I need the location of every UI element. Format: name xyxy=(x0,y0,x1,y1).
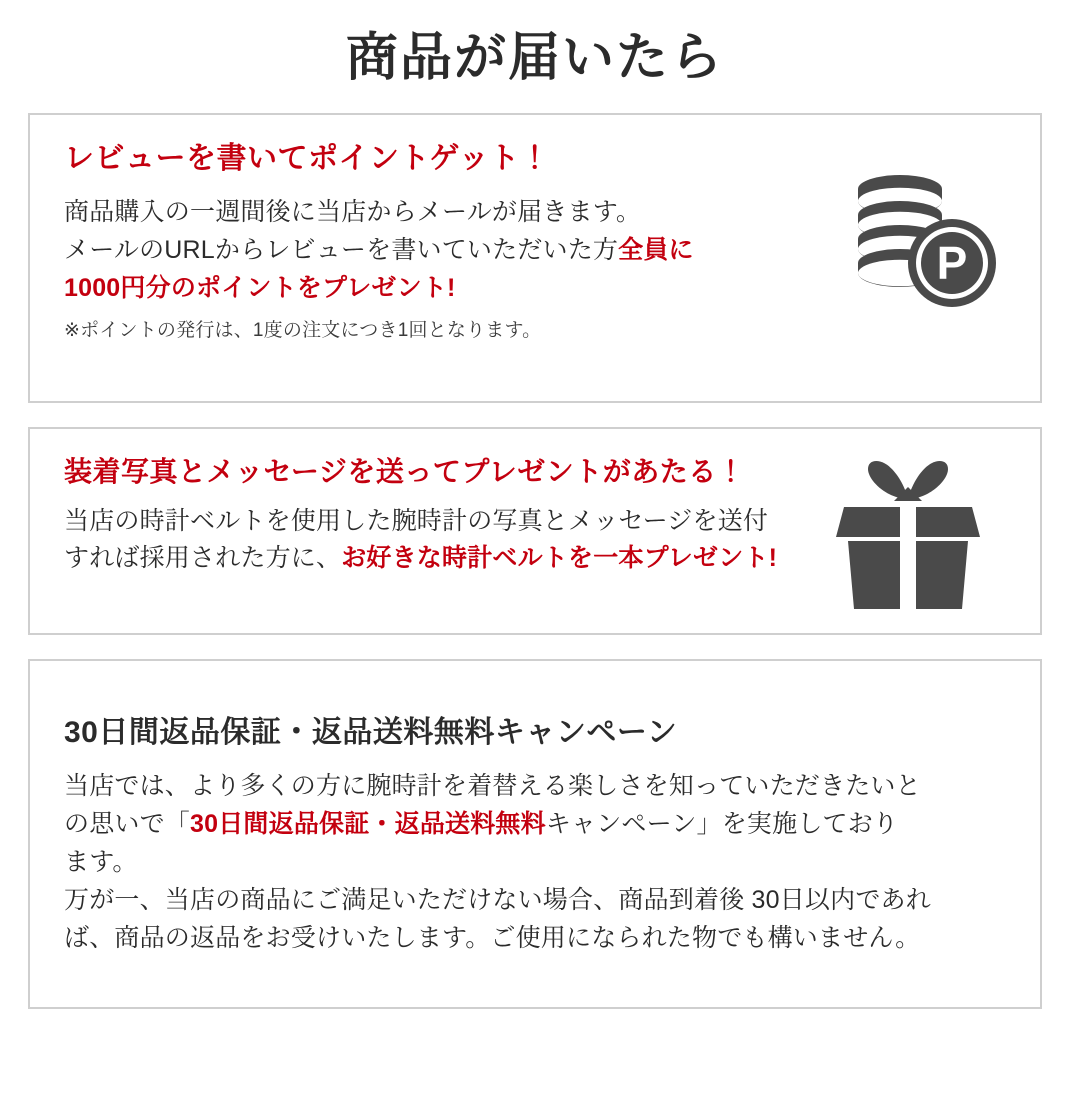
card-photo-message-line2 xyxy=(64,540,824,577)
card-review-points-heading: レビューを書いてポイントゲット！ xyxy=(64,142,551,176)
card-return-guarantee-line1: 当店では、より多くの方に腕時計を着替える楽しさを知っていただきたいと xyxy=(64,772,921,801)
card-return-guarantee-heading: 30日間返品保証・返品送料無料キャンペーン xyxy=(64,716,678,750)
card-return-guarantee-line4: 万が一、当店の商品にご満足いただけない場合、商品到着後 30日以内であれ xyxy=(64,886,931,915)
card-return-guarantee-text xyxy=(64,715,1006,957)
card-review-points-line2 xyxy=(64,231,824,269)
card-photo-message xyxy=(28,427,1042,635)
line2-emphasis: 30日間返品保証・返品送料無料 xyxy=(190,810,546,839)
card-photo-message-line1: 当店の時計ベルトを使用した腕時計の写真とメッセージを送付 xyxy=(64,506,769,535)
line2-post: キャンペーン」を実施しており xyxy=(545,810,899,839)
card-return-guarantee-line3: ます。 xyxy=(64,848,138,877)
card-return-guarantee-line5: ば、商品の返品をお受けいたします。ご使用になられた物でも構いません。 xyxy=(64,924,921,953)
svg-text:P: P xyxy=(936,237,968,290)
coins-point-icon xyxy=(838,171,998,321)
line2-pre: の思いで「 xyxy=(64,810,191,839)
line2-plain: すれば採用された方に、 xyxy=(64,543,342,572)
card-return-guarantee xyxy=(28,659,1042,1009)
card-photo-message-heading: 装着写真とメッセージを送ってプレゼントがあたる！ xyxy=(64,456,746,488)
card-review-points-line1: 商品購入の一週間後に当店からメールが届きます。 xyxy=(64,198,642,227)
card-review-points xyxy=(28,113,1042,403)
card-review-points-text xyxy=(64,141,824,342)
document-page xyxy=(0,30,1070,1100)
page-title: 商品が届いたら xyxy=(345,29,724,87)
line2-emphasis: お好きな時計ベルトを一本プレゼント! xyxy=(341,543,778,572)
card-photo-message-text xyxy=(64,455,824,577)
line2-plain: メールのURLからレビューを書いていただいた方 xyxy=(64,236,619,265)
gift-box-icon xyxy=(824,459,992,619)
card-review-points-note: ※ポイントの発行は、1度の注文につき1回となります。 xyxy=(64,320,542,342)
line2-emphasis: 全員に xyxy=(618,236,694,265)
card-return-guarantee-line2 xyxy=(64,805,1006,843)
card-review-points-line3: 1000円分のポイントをプレゼント! xyxy=(64,274,456,303)
